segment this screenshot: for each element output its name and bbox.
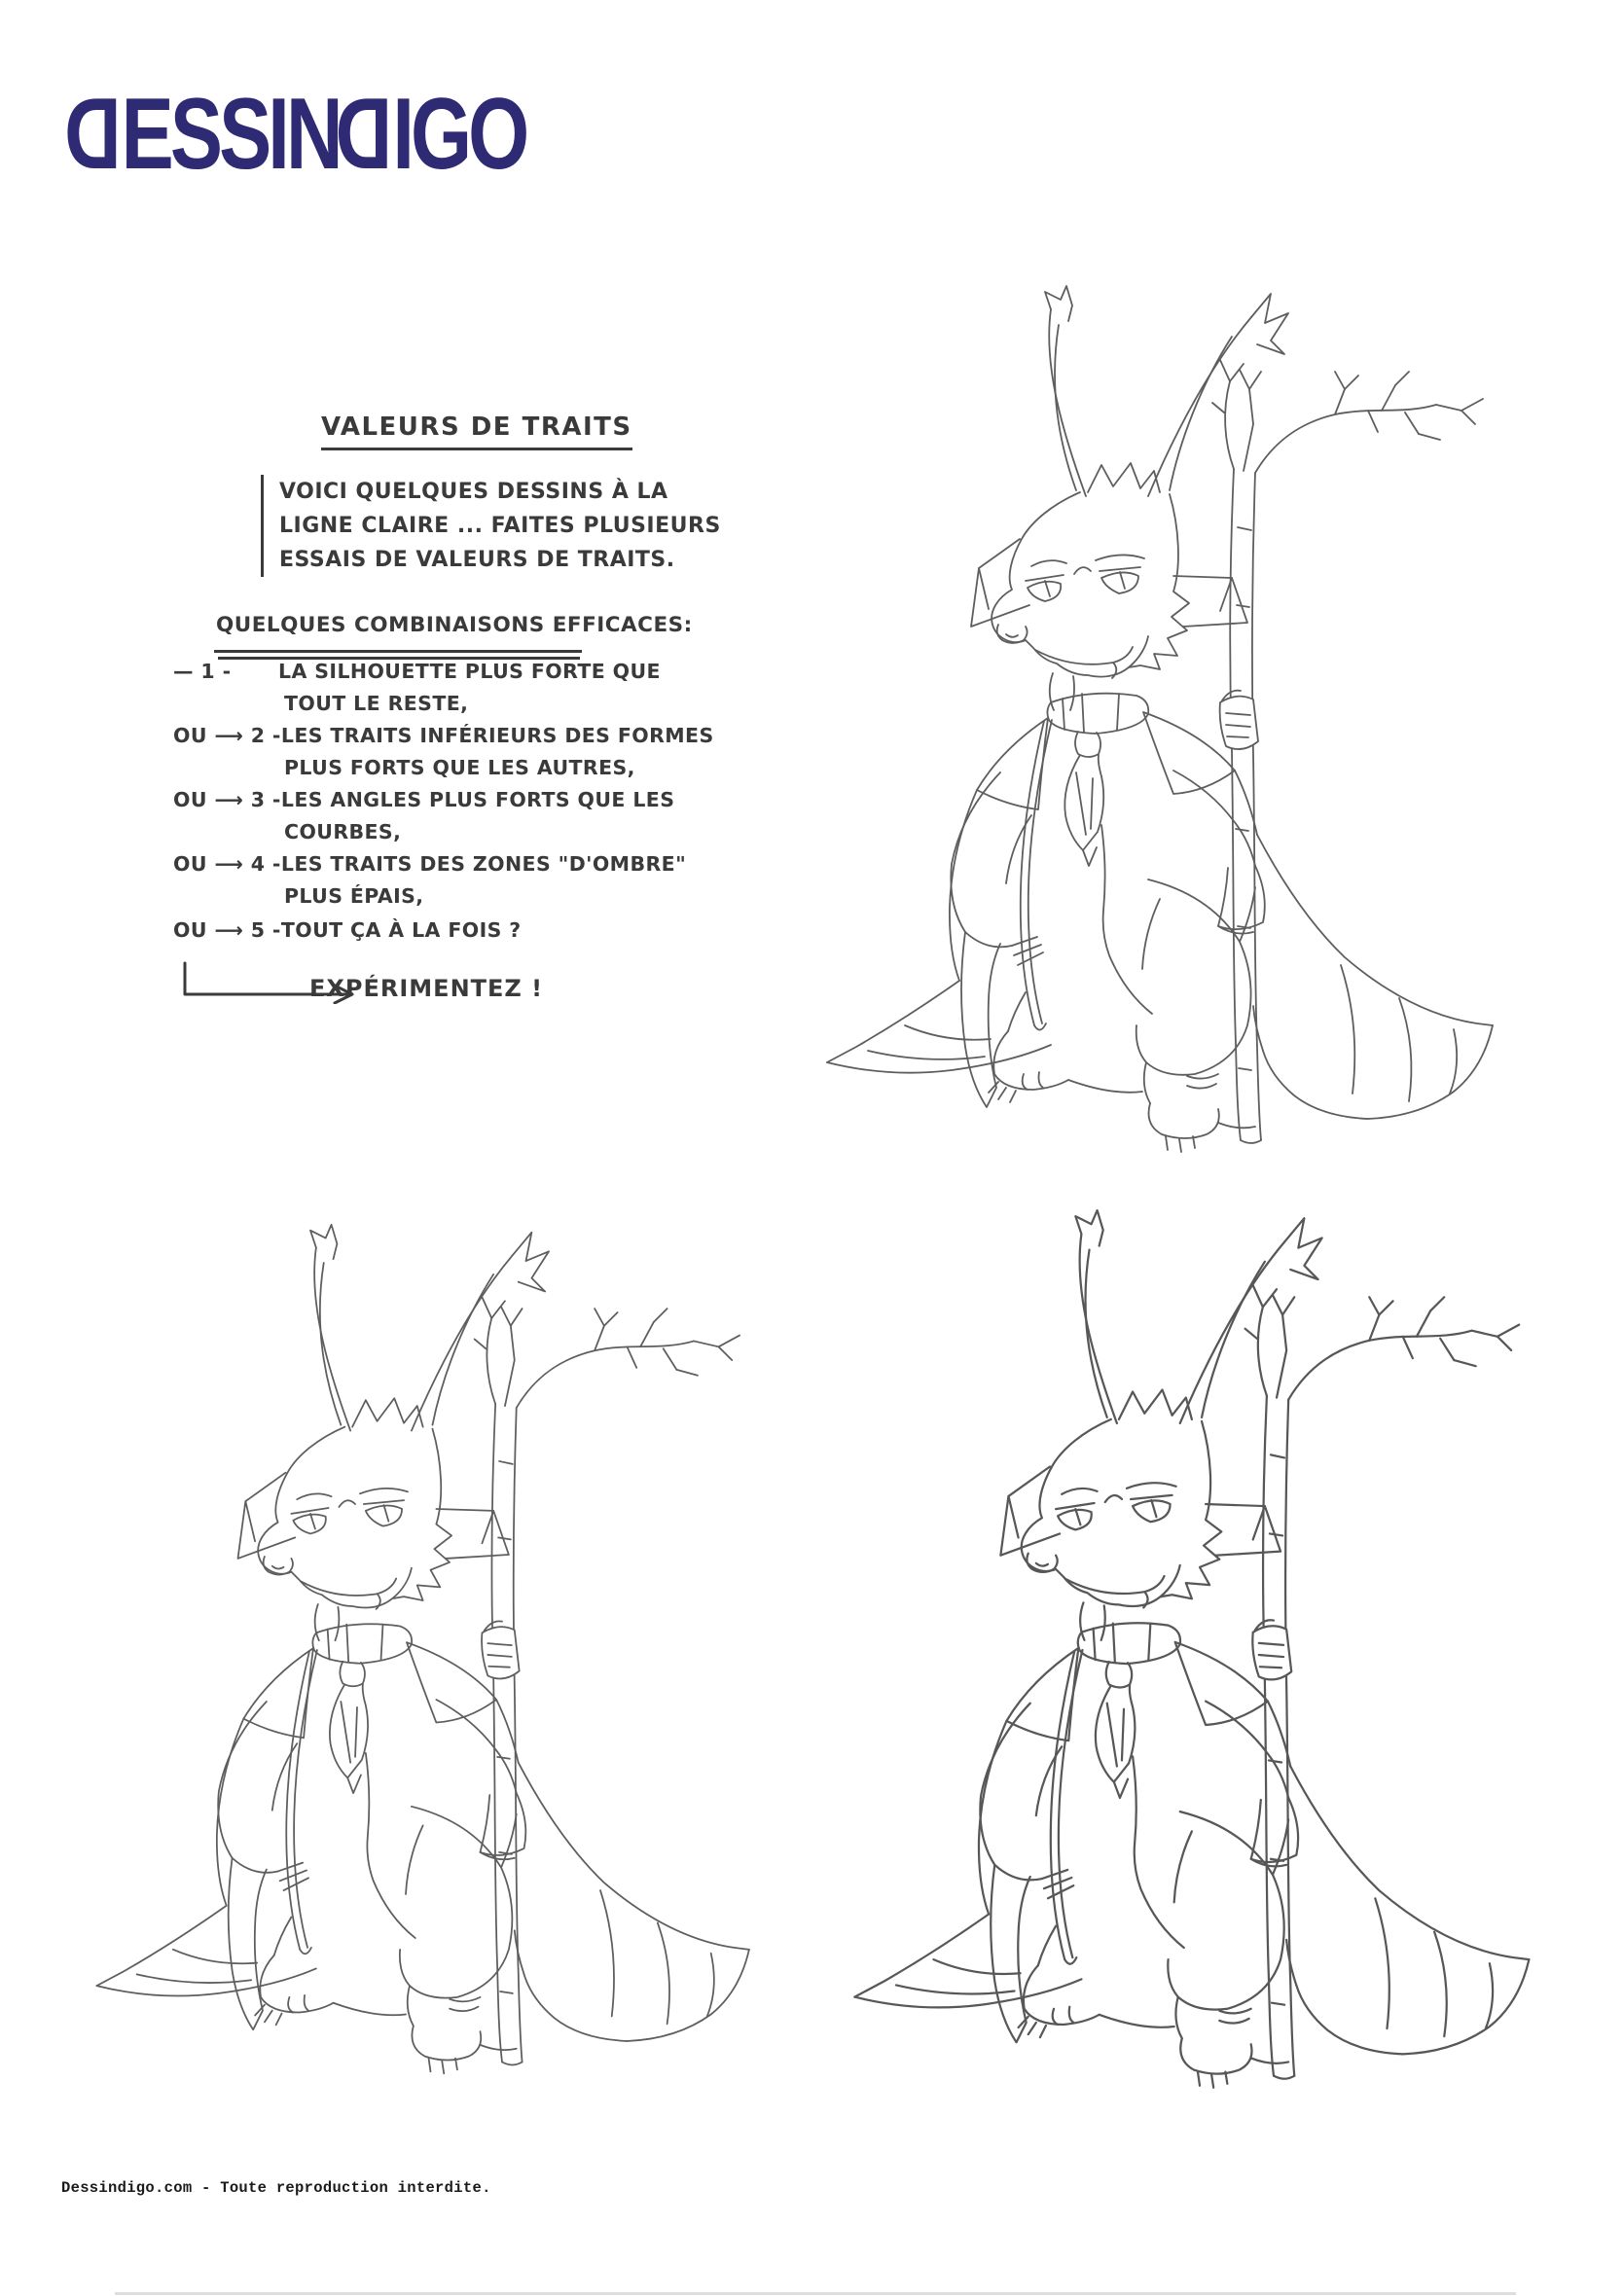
item-text: LES TRAITS INFÉRIEURS DES FORMES bbox=[280, 724, 714, 747]
logo-letter-d-flipped: D bbox=[68, 78, 122, 191]
combination-item-5 bbox=[173, 915, 522, 947]
combination-item-4 bbox=[173, 848, 686, 913]
item-prefix: — 1 - bbox=[173, 660, 232, 683]
item-text-line2: PLUS ÉPAIS, bbox=[284, 884, 424, 908]
intro-paragraph bbox=[261, 475, 721, 577]
hare-drawing-top bbox=[798, 284, 1537, 1160]
combination-item-1 bbox=[173, 656, 661, 720]
logo-letters: ESSIN bbox=[121, 78, 340, 191]
logo-letter-d-flipped: D bbox=[339, 78, 393, 191]
intro-line: ESSAIS DE VALEURS DE TRAITS. bbox=[279, 548, 675, 572]
combinations-heading: QUELQUES COMBINAISONS EFFICACES: bbox=[216, 613, 693, 637]
item-text-line2: PLUS FORTS QUE LES AUTRES, bbox=[284, 756, 635, 779]
conclusion-text: EXPÉRIMENTEZ ! bbox=[309, 975, 544, 1002]
dessindigo-logo bbox=[68, 78, 526, 191]
intro-line: VOICI QUELQUES DESSINS À LA bbox=[279, 480, 668, 504]
footer-copyright-text: Dessindigo.com - Toute reproduction interdite. bbox=[61, 2179, 491, 2197]
hare-drawing-bottom-right bbox=[825, 1200, 1574, 2104]
notes-title: VALEURS DE TRAITS bbox=[321, 413, 632, 450]
item-prefix: OU ⟶ 3 - bbox=[173, 788, 281, 811]
intro-line: LIGNE CLAIRE ... FAITES PLUSIEURS bbox=[279, 514, 721, 538]
item-text: LES ANGLES PLUS FORTS QUE LES bbox=[280, 788, 675, 811]
item-text: LA SILHOUETTE PLUS FORTE QUE bbox=[278, 660, 661, 683]
heading-underline bbox=[214, 650, 582, 653]
logo-letters: IGO bbox=[392, 78, 526, 191]
item-text: TOUT ÇA À LA FOIS ? bbox=[280, 918, 522, 942]
item-prefix: OU ⟶ 4 - bbox=[173, 852, 281, 876]
hare-drawing-bottom-left bbox=[68, 1200, 793, 2104]
item-text: LES TRAITS DES ZONES "D'OMBRE" bbox=[280, 852, 687, 876]
item-prefix: OU ⟶ 2 - bbox=[173, 724, 281, 747]
combination-item-3 bbox=[173, 784, 674, 848]
item-text-line2: COURBES, bbox=[284, 820, 402, 843]
page-bottom-edge-line bbox=[115, 2292, 1516, 2295]
item-prefix: OU ⟶ 5 - bbox=[173, 918, 281, 942]
item-text-line2: TOUT LE RESTE, bbox=[284, 692, 469, 715]
combination-item-2 bbox=[173, 720, 714, 784]
